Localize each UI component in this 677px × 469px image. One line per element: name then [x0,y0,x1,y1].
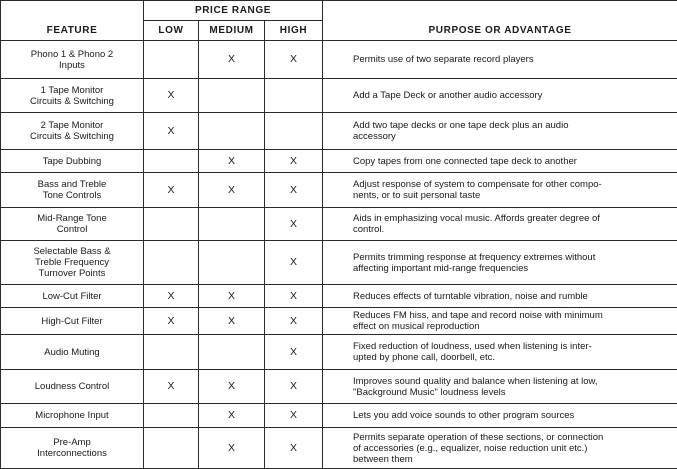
table-row [1,241,677,285]
high-mark-cell [265,113,323,150]
feature-cell: 1 Tape Monitor Circuits & Switching [1,79,144,113]
low-mark-cell [144,241,199,285]
high-mark-cell: X [265,241,323,285]
table-row [1,41,677,79]
purpose-cell: Fixed reduction of loudness, used when listening is inter- upted by phone call, doorbell, etc. [323,335,677,370]
low-column-header: LOW [144,21,199,41]
feature-cell: Audio Muting [1,335,144,370]
purpose-cell: Permits trimming response at frequency extremes without affecting important mid-range frequencies [323,241,677,285]
high-mark-cell: X [265,404,323,428]
low-mark-cell [144,428,199,469]
purpose-column-header: PURPOSE OR ADVANTAGE [323,1,677,41]
table-row [1,285,677,308]
feature-cell: Selectable Bass & Treble Frequency Turnover Points [1,241,144,285]
high-mark-cell: X [265,335,323,370]
medium-mark-cell: X [199,285,265,308]
feature-cell: Mid-Range Tone Control [1,208,144,241]
low-mark-cell: X [144,79,199,113]
purpose-cell: Add a Tape Deck or another audio accessory [323,79,677,113]
low-mark-cell [144,404,199,428]
low-mark-cell [144,41,199,79]
purpose-cell: Reduces effects of turntable vibration, noise and rumble [323,285,677,308]
price-range-header: PRICE RANGE [144,1,323,21]
low-mark-cell: X [144,285,199,308]
low-mark-cell: X [144,308,199,335]
feature-cell: 2 Tape Monitor Circuits & Switching [1,113,144,150]
low-mark-cell: X [144,113,199,150]
medium-mark-cell: X [199,308,265,335]
medium-mark-cell [199,335,265,370]
low-mark-cell: X [144,370,199,404]
purpose-cell: Reduces FM hiss, and tape and record noise with minimum effect on musical reproduction [323,308,677,335]
table-row [1,150,677,173]
low-mark-cell [144,335,199,370]
table-row [1,208,677,241]
feature-cell: Microphone Input [1,404,144,428]
high-mark-cell: X [265,208,323,241]
purpose-cell: Adjust response of system to compensate for other compo- nents, or to suit personal taste [323,173,677,208]
purpose-cell: Aids in emphasizing vocal music. Affords greater degree of control. [323,208,677,241]
table-row [1,335,677,370]
high-mark-cell: X [265,173,323,208]
table-row [1,113,677,150]
low-mark-cell [144,208,199,241]
medium-mark-cell: X [199,370,265,404]
high-mark-cell [265,79,323,113]
medium-mark-cell: X [199,173,265,208]
high-mark-cell: X [265,41,323,79]
feature-cell: Low-Cut Filter [1,285,144,308]
medium-mark-cell [199,79,265,113]
table-row [1,428,677,469]
low-mark-cell: X [144,173,199,208]
medium-mark-cell: X [199,404,265,428]
table-row [1,370,677,404]
high-mark-cell: X [265,150,323,173]
high-mark-cell: X [265,285,323,308]
purpose-cell: Permits use of two separate record players [323,41,677,79]
feature-cell: Loudness Control [1,370,144,404]
purpose-cell: Lets you add voice sounds to other program sources [323,404,677,428]
purpose-cell: Copy tapes from one connected tape deck to another [323,150,677,173]
feature-cell: Phono 1 & Phono 2 Inputs [1,41,144,79]
feature-cell: Pre-Amp Interconnections [1,428,144,469]
medium-mark-cell: X [199,150,265,173]
table-row [1,308,677,335]
medium-mark-cell [199,113,265,150]
feature-cell: Bass and Treble Tone Controls [1,173,144,208]
low-mark-cell [144,150,199,173]
feature-cell: High-Cut Filter [1,308,144,335]
medium-mark-cell [199,208,265,241]
purpose-cell: Permits separate operation of these sections, or connection of accessories (e.g., equalizer, noise reduction unit etc.) between them [323,428,677,469]
table-row [1,404,677,428]
table-row [1,79,677,113]
high-mark-cell: X [265,428,323,469]
medium-mark-cell: X [199,428,265,469]
table-row [1,173,677,208]
high-column-header: HIGH [265,21,323,41]
high-mark-cell: X [265,370,323,404]
medium-mark-cell: X [199,41,265,79]
medium-mark-cell [199,241,265,285]
feature-column-header: FEATURE [1,1,144,41]
high-mark-cell: X [265,308,323,335]
medium-column-header: MEDIUM [199,21,265,41]
feature-cell: Tape Dubbing [1,150,144,173]
purpose-cell: Improves sound quality and balance when listening at low, "Background Music" loudness levels [323,370,677,404]
purpose-cell: Add two tape decks or one tape deck plus an audio accessory [323,113,677,150]
